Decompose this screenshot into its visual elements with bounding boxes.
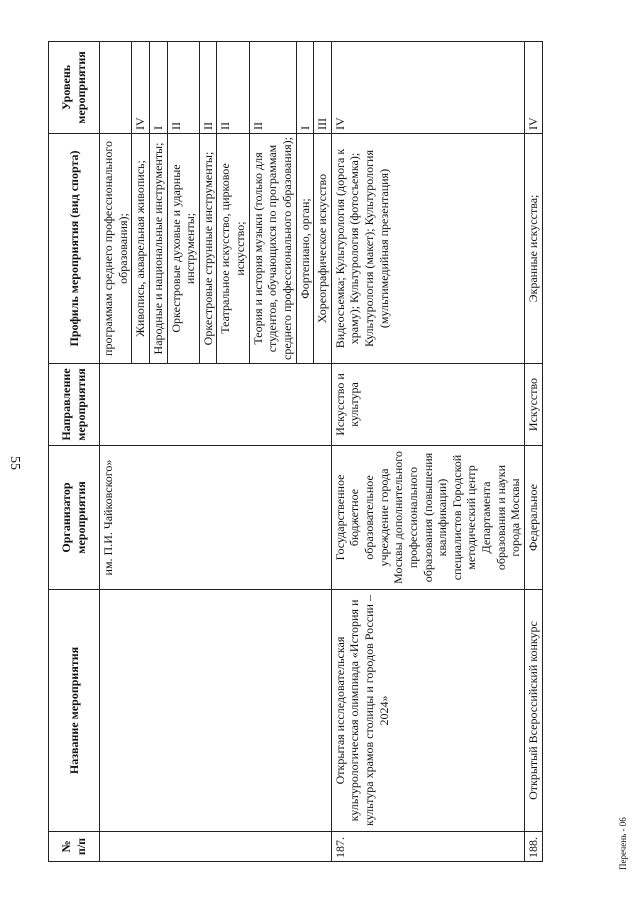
event-direction: Искусство bbox=[524, 364, 542, 446]
level-cell: II bbox=[249, 42, 296, 134]
event-profile: Видеосъемка; Культурология (дорога к храму); Культурология (фотосъемка); Культурология (макет); Культурология (мультимедийная презентация) bbox=[331, 134, 524, 364]
cont-direction-cell bbox=[100, 364, 332, 446]
header-profile: Профиль мероприятия (вид спорта) bbox=[49, 134, 100, 364]
level-cell: III bbox=[314, 42, 332, 134]
row-number: 187. bbox=[331, 832, 524, 862]
level-cell: II bbox=[167, 42, 199, 134]
level-cell bbox=[100, 42, 132, 134]
header-level: Уровень мероприятия bbox=[49, 42, 100, 134]
level-cell: IV bbox=[132, 42, 150, 134]
event-name: Открытая исследовательская культурологическая олимпиада «История и культура храмов столицы и городов России – 2024» bbox=[331, 590, 524, 832]
table-header-row bbox=[49, 42, 100, 862]
row-number: 188. bbox=[524, 832, 542, 862]
cont-name-cell bbox=[100, 590, 332, 832]
level-cell: II bbox=[199, 42, 217, 134]
header-organizer: Организатор мероприятия bbox=[49, 446, 100, 590]
table-row bbox=[331, 42, 524, 862]
profile-cell: Оркестровые струнные инструменты; bbox=[199, 134, 217, 364]
page-number: 55 bbox=[7, 456, 22, 470]
profile-cell: Хореографическое искусство bbox=[314, 134, 332, 364]
table-row bbox=[100, 42, 132, 862]
event-organizer: Государственное бюджетное образовательное учреждение города Москвы дополнительного профессионального образования (повышения квалификации) специалистов Городской методический центр Департамента образования и науки города Москвы bbox=[331, 446, 524, 590]
cont-num-cell bbox=[100, 832, 332, 862]
footer-note: Перечень - 06 bbox=[618, 817, 628, 870]
header-name: Название мероприятия bbox=[49, 590, 100, 832]
level-cell: I bbox=[296, 42, 314, 134]
profile-cell: программам среднего профессионального образования); bbox=[100, 134, 132, 364]
event-profile: Экранные искусства; bbox=[524, 134, 542, 364]
event-name: Открытый Всероссийский конкурс bbox=[524, 590, 542, 832]
events-table bbox=[48, 41, 543, 862]
profile-cell: Театральное искусство, цирковое искусство; bbox=[217, 134, 249, 364]
event-organizer: Федеральное bbox=[524, 446, 542, 590]
cont-organizer-cell: им. П.И. Чайковского» bbox=[100, 446, 332, 590]
profile-cell: Фортепиано, орган; bbox=[296, 134, 314, 364]
event-level: IV bbox=[331, 42, 524, 134]
rotated-table-container bbox=[48, 42, 608, 862]
header-num: № п/п bbox=[49, 832, 100, 862]
header-direction: Направление мероприятия bbox=[49, 364, 100, 446]
table-row bbox=[524, 42, 542, 862]
level-cell: II bbox=[217, 42, 249, 134]
profile-cell: Живопись, акварельная живопись; bbox=[132, 134, 150, 364]
event-direction: Искусство и культура bbox=[331, 364, 524, 446]
profile-cell: Оркестровые духовые и ударные инструменты; bbox=[167, 134, 199, 364]
profile-cell: Теория и история музыки (только для студентов, обучающихся по программам среднего профессионального образования); bbox=[249, 134, 296, 364]
level-cell: I bbox=[149, 42, 167, 134]
profile-cell: Народные и национальные инструменты; bbox=[149, 134, 167, 364]
event-level: IV bbox=[524, 42, 542, 134]
